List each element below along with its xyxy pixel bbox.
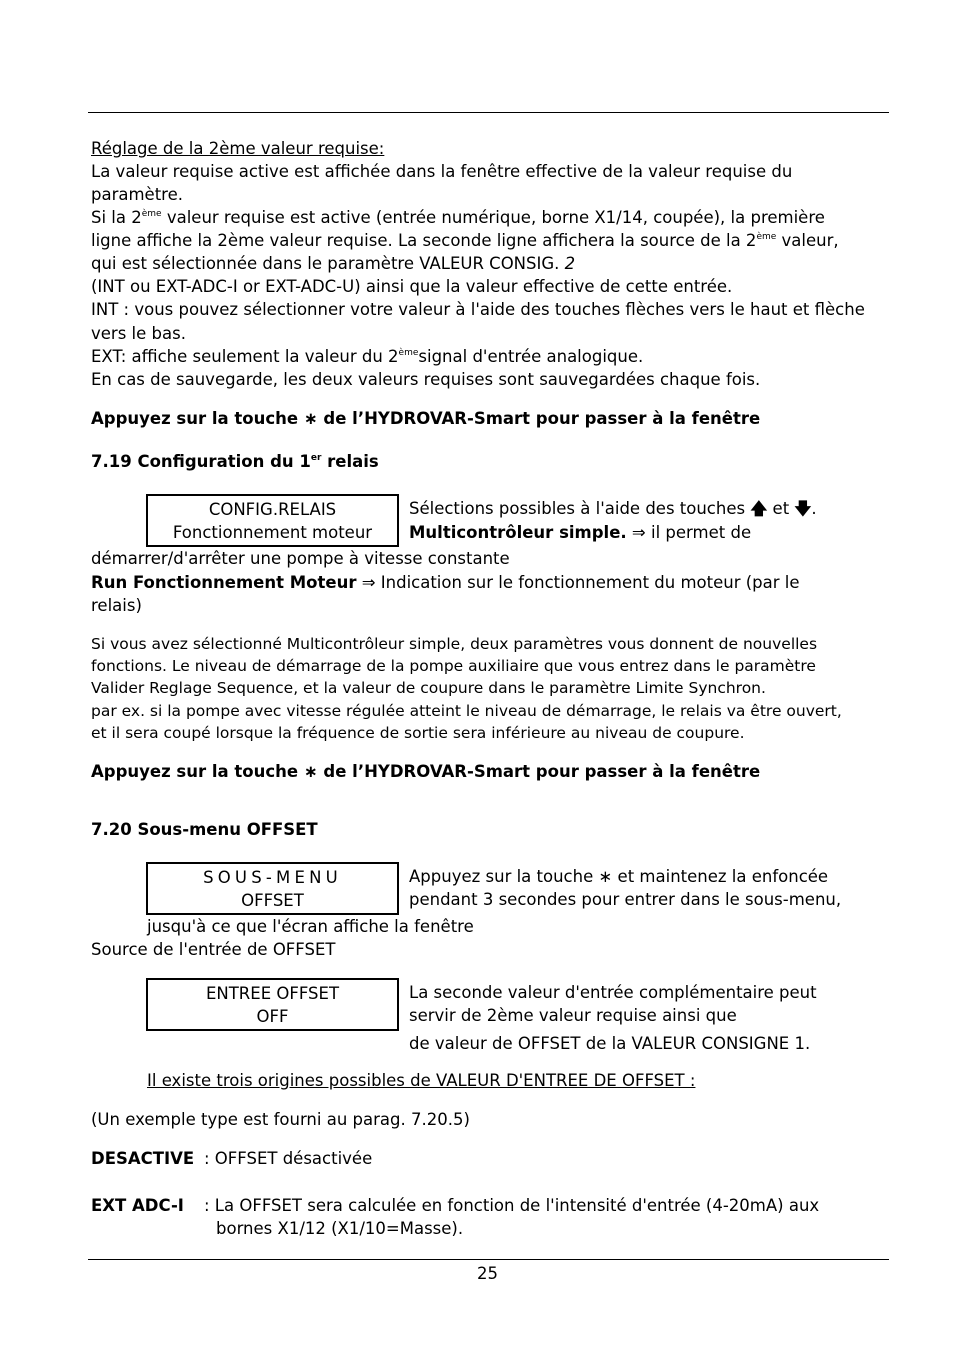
text-run: Appuyez sur la touche — [91, 409, 304, 428]
text-run: . — [811, 499, 817, 518]
press-key-instruction — [91, 760, 760, 783]
display-line-2: Fonctionnement moteur — [172, 523, 373, 542]
text-run: valeur, — [776, 231, 839, 250]
superscript: ème — [141, 209, 162, 219]
body-line — [409, 497, 817, 520]
text-run: Si la 2 — [91, 208, 142, 227]
option-desc-ext-adc-i-cont: bornes X1/12 (X1/10=Masse). — [216, 1219, 464, 1238]
body-line: Source de l'entrée de OFFSET — [91, 940, 336, 959]
star-key-icon: ∗ — [598, 867, 613, 886]
text-run-italic: 2 — [564, 254, 576, 273]
down-arrow-icon: 🡇 — [794, 499, 812, 518]
body-line: (INT ou EXT-ADC-I or EXT-ADC-U) ainsi que la valeur effective de cette entrée. — [91, 277, 733, 296]
option-label-ext-adc-i: EXT ADC-I — [91, 1196, 184, 1215]
display-box-config-relais — [146, 494, 399, 547]
body-line: servir de 2ème valeur requise ainsi que — [409, 1006, 737, 1025]
paragraph-line: fonctions. Le niveau de démarrage de la pompe auxiliaire que vous entrez dans le paramètre — [91, 657, 816, 675]
body-line: de valeur de OFFSET de la VALEUR CONSIGNE 1. — [409, 1034, 811, 1053]
superscript: er — [310, 453, 322, 463]
option-desc-ext-adc-i: : La OFFSET sera calculée en fonction de l'intensité d'entrée (4-20mA) aux — [204, 1196, 820, 1215]
body-line: vers le bas. — [91, 324, 186, 343]
text-run: relais — [321, 452, 379, 471]
text-run: valeur requise est active (entrée numérique, borne X1/14, coupée), la première — [161, 208, 825, 227]
star-key-icon: ∗ — [303, 762, 318, 781]
option-desc-desactive: : OFFSET désactivée — [204, 1149, 373, 1168]
text-run: EXT: affiche seulement la valeur du 2 — [91, 347, 399, 366]
text-run: il permet de — [645, 523, 752, 542]
text-run: signal d'entrée analogique. — [418, 347, 644, 366]
section-heading-2nd-value: Réglage de la 2ème valeur requise: — [91, 139, 385, 158]
display-line-1: CONFIG.RELAIS — [208, 500, 337, 519]
body-line — [91, 571, 800, 594]
superscript: ème — [398, 348, 419, 358]
text-run-bold: Run Fonctionnement Moteur — [91, 573, 357, 592]
body-line: paramètre. — [91, 185, 183, 204]
body-line: La seconde valeur d'entrée complémentaire peut — [409, 983, 817, 1002]
paragraph-line: et il sera coupé lorsque la fréquence de sortie sera inférieure au niveau de coupure. — [91, 724, 745, 742]
body-line: pendant 3 secondes pour entrer dans le sous-menu, — [409, 890, 842, 909]
text-run: Appuyez sur la touche — [409, 867, 599, 886]
body-line: En cas de sauvegarde, les deux valeurs requises sont sauvegardées chaque fois. — [91, 370, 761, 389]
header-rule — [88, 112, 889, 113]
text-run: ⇒ Indication sur le fonctionnement du moteur (par le — [356, 573, 800, 592]
body-line — [409, 865, 828, 888]
body-line: jusqu'à ce que l'écran affiche la fenêtre — [147, 917, 474, 936]
display-line-1: ENTREE OFFSET — [205, 984, 340, 1003]
section-title-7-20: 7.20 Sous-menu OFFSET — [91, 820, 318, 839]
paragraph-line: Valider Reglage Sequence, et la valeur de coupure dans le paramètre Limite Synchron. — [91, 679, 766, 697]
body-line: relais) — [91, 596, 142, 615]
option-label-desactive: DESACTIVE — [91, 1149, 195, 1168]
up-arrow-icon: 🡅 — [750, 499, 768, 518]
display-box-entree-offset — [146, 978, 399, 1031]
body-line: (Un exemple type est fourni au parag. 7.20.5) — [91, 1110, 470, 1129]
text-run: Appuyez sur la touche — [91, 762, 304, 781]
body-line: La valeur requise active est affichée dans la fenêtre effective de la valeur requise du — [91, 162, 793, 181]
paragraph-line: par ex. si la pompe avec vitesse régulée atteint le niveau de démarrage, le relais va être ouvert, — [91, 702, 842, 720]
text-run: de l’HYDROVAR-Smart pour passer à la fenêtre — [317, 762, 761, 781]
page-number: 25 — [477, 1264, 498, 1283]
text-run: ligne affiche la 2ème valeur requise. La seconde ligne affichera la source de la 2 — [91, 231, 757, 250]
display-box-sous-menu — [146, 862, 399, 915]
display-line-1: SOUS-MENU — [203, 868, 342, 887]
body-line — [409, 521, 751, 544]
text-run: Sélections possibles à l'aide des touches — [409, 499, 751, 518]
text-run-bold: Multicontrôleur simple. — [409, 523, 627, 542]
body-line — [91, 252, 575, 275]
star-key-icon: ∗ — [303, 409, 318, 428]
implies-arrow-icon: ⇒ — [626, 523, 646, 542]
text-run: 7.19 Configuration du 1 — [91, 452, 311, 471]
text-run: et — [767, 499, 795, 518]
origins-heading: Il existe trois origines possibles de VALEUR D'ENTREE DE OFFSET : — [147, 1071, 696, 1090]
text-run: et maintenez la enfoncée — [612, 867, 829, 886]
text-run: de l’HYDROVAR-Smart pour passer à la fenêtre — [317, 409, 761, 428]
display-line-2: OFFSET — [241, 891, 304, 910]
superscript: ème — [756, 232, 777, 242]
text-run: qui est sélectionnée dans le paramètre VALEUR CONSIG. — [91, 254, 565, 273]
press-key-instruction — [91, 407, 760, 430]
section-title-7-19 — [91, 450, 379, 477]
paragraph-line: Si vous avez sélectionné Multicontrôleur simple, deux paramètres vous donnent de nouvelles — [91, 635, 818, 653]
body-line: démarrer/d'arrêter une pompe à vitesse constante — [91, 549, 510, 568]
footer-rule — [88, 1259, 889, 1260]
body-line: INT : vous pouvez sélectionner votre valeur à l'aide des touches flèches vers le haut et flèche — [91, 300, 865, 319]
display-line-2: OFF — [256, 1007, 289, 1026]
